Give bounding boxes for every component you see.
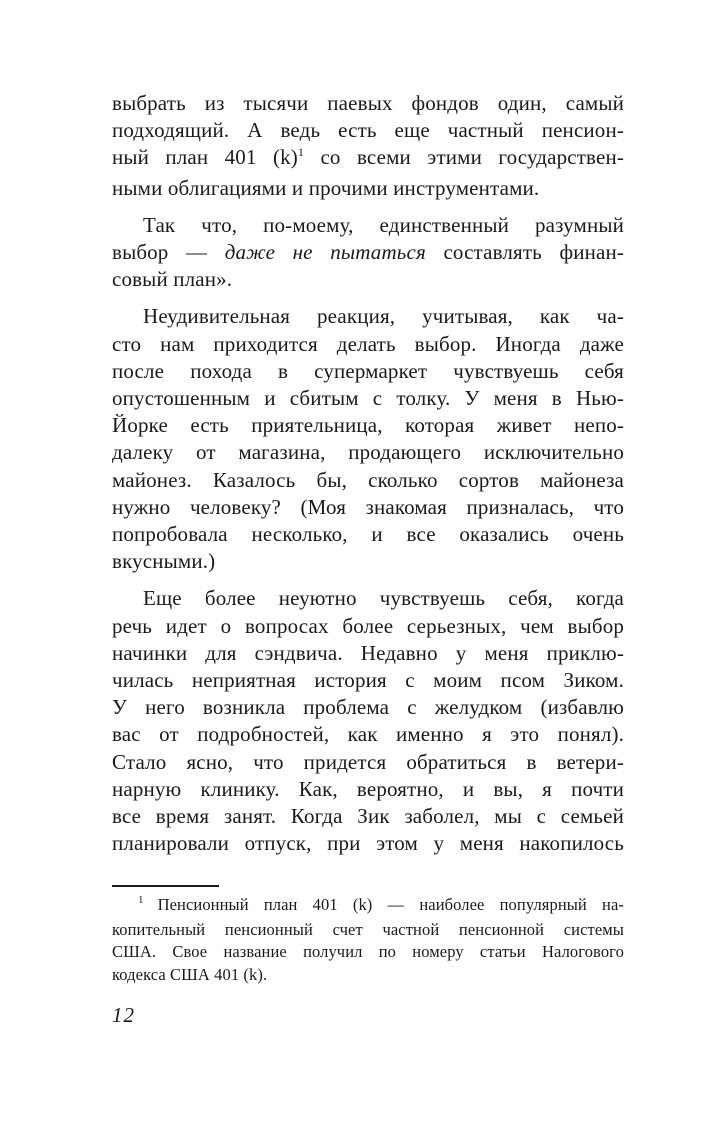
text-line: нужно человеку? (Моя знакомая призналась, что (112, 494, 624, 519)
footnote-reference[interactable]: 1 (297, 145, 305, 160)
footnote-divider (112, 885, 219, 887)
paragraph-2 (112, 212, 624, 294)
text-line: совый план». (112, 267, 233, 292)
emphasis-text: даже не пытаться (224, 240, 426, 265)
text-line: ными облигациями и прочими инструментами. (112, 175, 540, 200)
text-line: вкусными.) (112, 549, 216, 574)
paragraph-4 (112, 585, 624, 857)
text-line: У него возникла проблема с желудком (избавлю (112, 695, 624, 720)
text-line: Неудивительная реакция, учитывая, как ча- (143, 304, 624, 329)
text-line (112, 239, 624, 266)
footnote-mark: 1 (138, 894, 144, 906)
footnote-line: США. Свое название получил по номеру статьи Налогового (112, 942, 624, 961)
footnote-line: копительный пенсионный счет частной пенсионной системы (112, 919, 624, 939)
text-fragment: ный план 401 (k) (112, 145, 298, 170)
text-line: далеку от магазина, продающего исключительно (112, 440, 624, 465)
text-line: после похода в супермаркет чувствуешь себя (112, 358, 624, 383)
text-line: опустошенным и сбитым с толку. У меня в Нью- (112, 386, 624, 411)
text-fragment: составлять финан- (425, 240, 624, 265)
page-body (112, 90, 624, 857)
text-line: подходящий. А ведь есть еще частный пенсион- (112, 118, 624, 143)
text-line: планировали отпуск, при этом у меня накопилось (112, 831, 624, 856)
text-line: вас от подробностей, как именно я это понял). (112, 722, 624, 747)
footnote (112, 894, 624, 986)
footnote-line (112, 894, 624, 919)
text-line: Так что, по-моему, единственный разумный (143, 212, 624, 237)
text-line: Еще более неуютно чувствуешь себя, когда (143, 586, 624, 611)
text-line: сто нам приходится делать выбор. Иногда даже (112, 331, 624, 356)
text-line: все время занят. Когда Зик заболел, мы с семьей (112, 804, 624, 829)
paragraph-1 (112, 90, 624, 202)
text-line: попробовала несколько, и все оказались очень (112, 522, 624, 547)
page-number: 12 (112, 1003, 135, 1027)
paragraph-3 (112, 303, 624, 575)
text-line: нарную клинику. Как, вероятно, и вы, я почти (112, 776, 624, 801)
text-line: речь идет о вопросах более серьезных, чем выбор (112, 613, 624, 638)
text-line: чилась неприятная история с моим псом Зиком. (112, 668, 624, 693)
text-line: Йорке есть приятельница, которая живет непо- (112, 413, 624, 438)
text-fragment: со всеми этими государствен- (304, 145, 624, 170)
text-fragment: выбор — (112, 240, 225, 265)
text-line (112, 144, 624, 174)
text-line: Стало ясно, что придется обратиться в ветери- (112, 749, 624, 774)
footnote-text: Пенсионный план 401 (k) — наиболее популярный на- (157, 895, 624, 914)
text-line: майонез. Казалось бы, сколько сортов майонеза (112, 467, 624, 492)
text-line: начинки для сэндвича. Недавно у меня приклю- (112, 640, 624, 665)
footnote-line: кодекса США 401 (k). (112, 964, 268, 984)
text-line: выбрать из тысячи паевых фондов один, самый (112, 91, 624, 115)
